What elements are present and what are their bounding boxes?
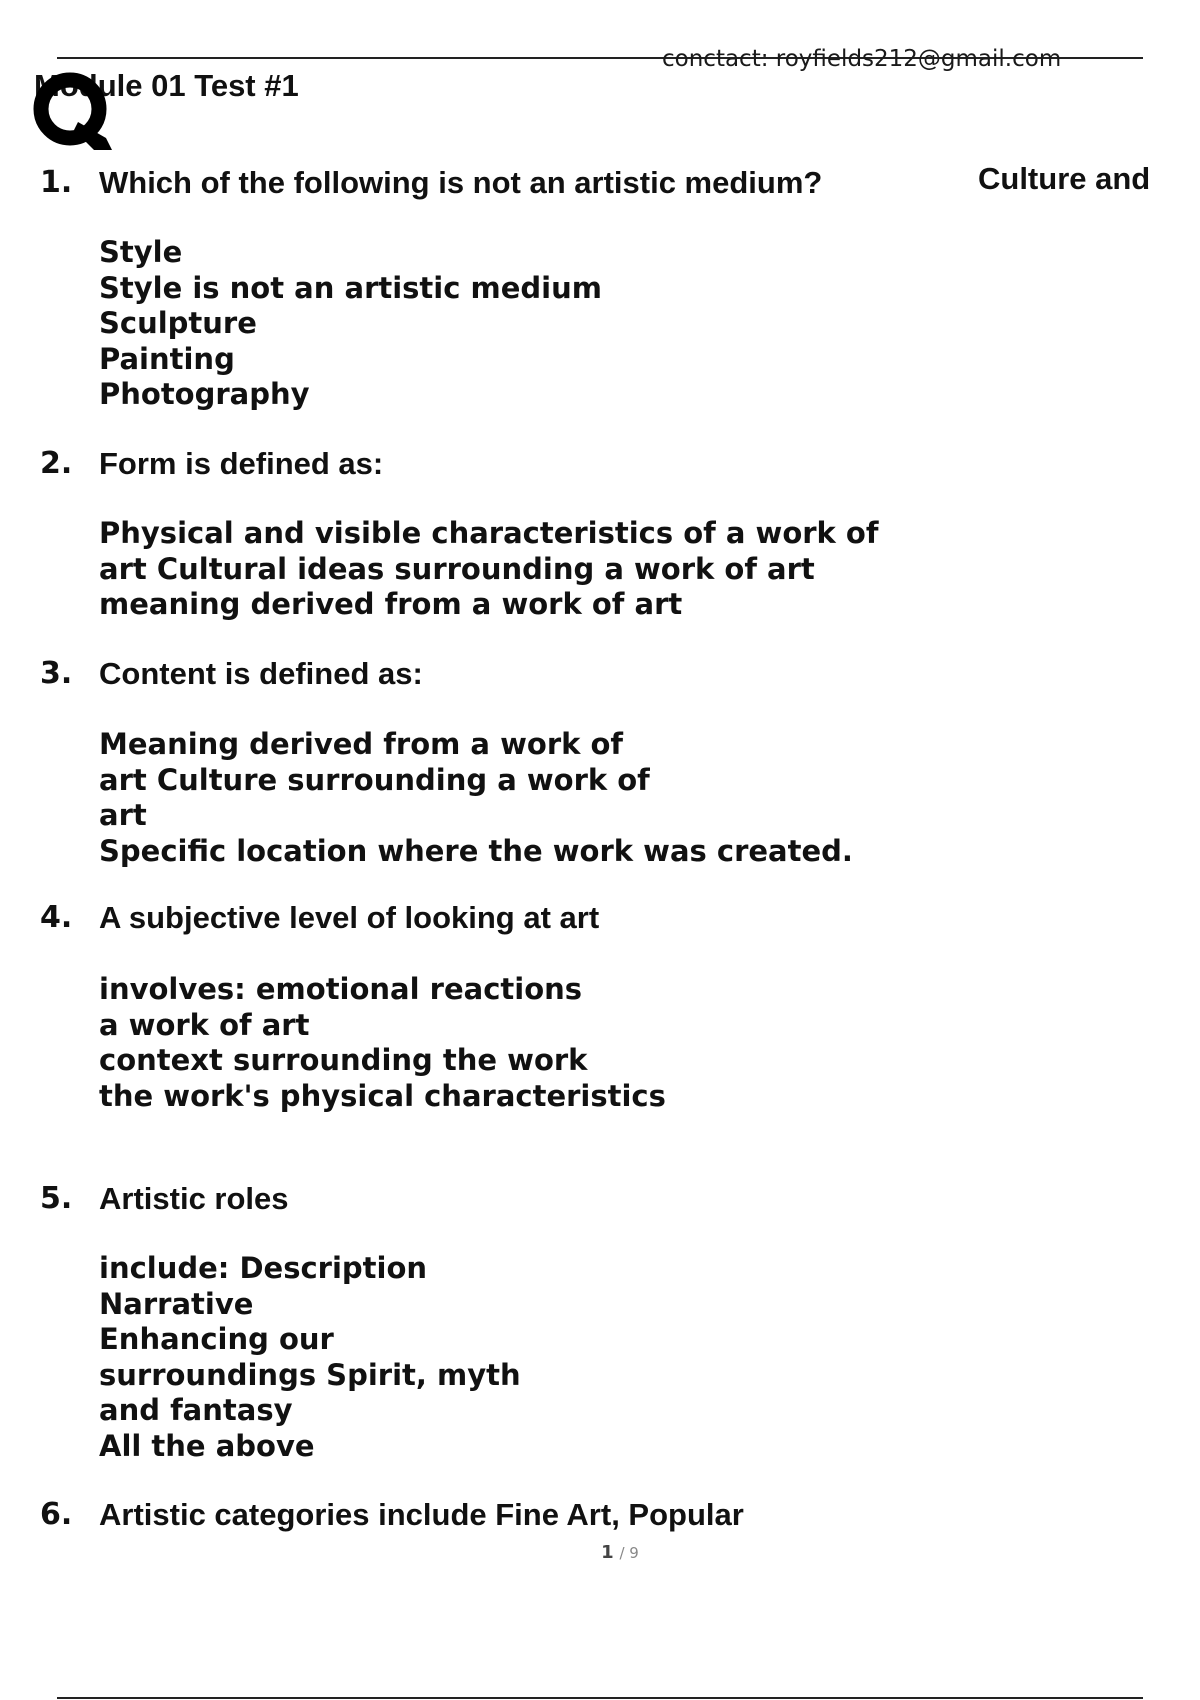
- question-2: [40, 446, 1140, 621]
- question-number: 1.: [40, 165, 73, 200]
- question-number: 3.: [40, 656, 73, 691]
- answer-option: All the above: [99, 1428, 315, 1463]
- question-text: A subjective level of looking at art: [99, 900, 600, 935]
- answer-option: Meaning derived from a work of: [99, 727, 624, 761]
- question-6: [40, 1497, 1140, 1537]
- question-text: Artistic roles: [99, 1181, 289, 1216]
- question-number: 4.: [40, 900, 73, 935]
- header-side-text: Culture and: [978, 161, 1151, 196]
- answer-option: Style is not an artistic medium: [99, 270, 602, 305]
- answer-option: art Cultural ideas surrounding a work of art: [99, 551, 815, 586]
- answer-option: context surrounding the work: [99, 1043, 588, 1077]
- question-1: [40, 165, 1140, 411]
- page-total: / 9: [619, 1544, 639, 1562]
- footer-rule: [57, 1697, 1143, 1699]
- question-number: 5.: [40, 1181, 73, 1216]
- question-number: 6.: [40, 1497, 73, 1532]
- logo-icon: [30, 70, 114, 150]
- answer-options: [99, 1251, 521, 1464]
- contact-email: conctact: royfields212@gmail.com: [662, 46, 1062, 72]
- answer-options: [99, 516, 878, 623]
- answer-option: Photography: [99, 377, 310, 411]
- answer-option: involves: emotional reactions: [99, 972, 583, 1006]
- answer-option: surroundings Spirit, myth: [99, 1357, 521, 1392]
- question-number: 2.: [40, 446, 73, 481]
- question-text: Content is defined as:: [99, 656, 423, 691]
- answer-options: [99, 972, 666, 1114]
- module-title: Module 01 Test #1: [34, 68, 299, 103]
- answer-options: [99, 235, 602, 413]
- page-current: 1: [601, 1542, 614, 1563]
- question-text: Which of the following is not an artistic medium?: [99, 165, 823, 200]
- answer-option: meaning derived from a work of art: [99, 587, 683, 621]
- answer-option: Physical and visible characteristics of a work of: [99, 516, 879, 550]
- answer-option: include: Description: [99, 1251, 428, 1285]
- question-text: Artistic categories include Fine Art, Popular: [99, 1497, 744, 1532]
- question-5: [40, 1181, 1140, 1463]
- answer-option: a work of art: [99, 1007, 310, 1042]
- answer-option: art: [99, 798, 147, 832]
- answer-option: Sculpture: [99, 306, 257, 340]
- answer-option: Narrative: [99, 1286, 254, 1321]
- answer-option: the work's physical characteristics: [99, 1078, 666, 1113]
- answer-option: Style: [99, 235, 183, 269]
- answer-option: and fantasy: [99, 1393, 293, 1427]
- answer-options: [99, 727, 853, 869]
- answer-option: Enhancing our: [99, 1322, 334, 1356]
- answer-option: art Culture surrounding a work of: [99, 762, 650, 797]
- question-4: [40, 900, 1140, 1113]
- answer-option: Painting: [99, 341, 235, 376]
- page-number: [0, 1542, 1200, 1563]
- answer-option: Specific location where the work was created.: [99, 833, 853, 868]
- question-3: [40, 656, 1140, 868]
- question-text: Form is defined as:: [99, 446, 384, 481]
